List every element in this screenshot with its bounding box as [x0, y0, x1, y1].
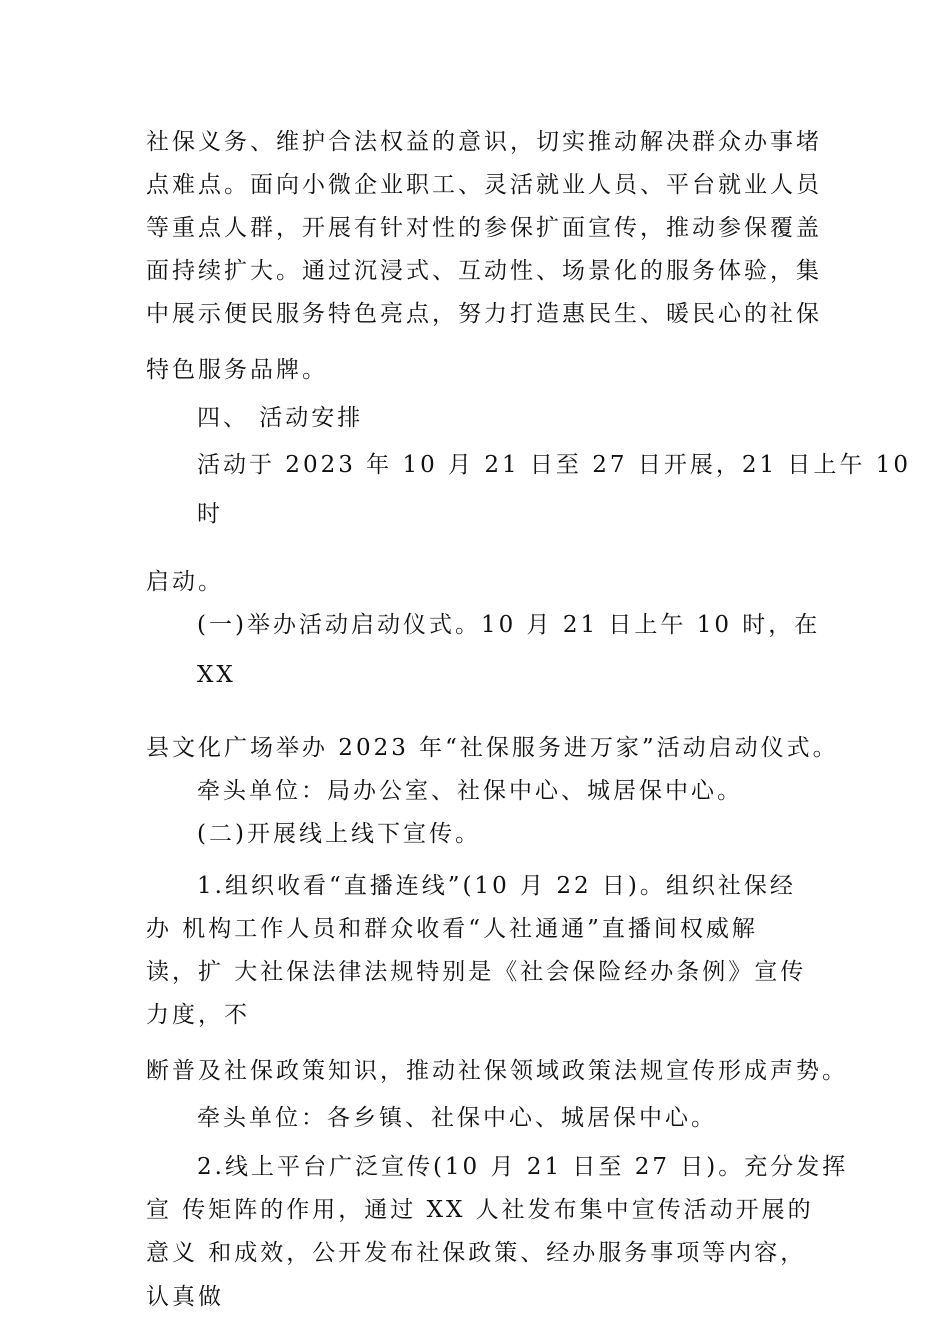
- paragraph-line: 特色服务品牌。: [146, 357, 328, 383]
- paragraph-line: 社保义务、维护合法权益的意识，切实推动解决群众办事堵: [146, 129, 822, 155]
- paragraph-line: 读，扩 大社保法律法规特别是《社会保险经办条例》宣传: [146, 959, 807, 985]
- paragraph-line: 县文化广场举办 2023 年“社保服务进万家”活动启动仪式。: [146, 735, 839, 761]
- paragraph-line: 力度，不: [146, 1002, 250, 1028]
- lead-units-line: 牵头单位：局办公室、社保中心、城居保中心。: [197, 778, 743, 804]
- paragraph-line: 意义 和成效，公开发布社保政策、经办服务事项等内容，: [146, 1240, 807, 1266]
- paragraph-line: 等重点人群，开展有针对性的参保扩面宣传，推动参保覆盖: [146, 215, 822, 241]
- paragraph-line: 2.线上平台广泛宣传(10 月 21 日至 27 日)。充分发挥: [197, 1154, 849, 1180]
- paragraph-line: 1.组织收看“直播连线”(10 月 22 日)。组织社保经: [197, 873, 796, 899]
- paragraph-line: 认真做: [146, 1284, 224, 1310]
- paragraph-line: 断普及社保政策知识，推动社保领域政策法规宣传形成声势。: [146, 1058, 848, 1084]
- subsection-heading: (一)举办活动启动仪式。10 月 21 日上午 10 时，在: [197, 612, 821, 638]
- paragraph-line: 时: [197, 501, 223, 527]
- paragraph-line: XX: [197, 662, 236, 688]
- paragraph-line: 宣 传矩阵的作用，通过 XX 人社发布集中宣传活动开展的: [146, 1197, 814, 1223]
- paragraph-line: 中展示便民服务特色亮点，努力打造惠民生、暖民心的社保: [146, 301, 822, 327]
- lead-units-line: 牵头单位：各乡镇、社保中心、城居保中心。: [197, 1105, 717, 1131]
- paragraph-line: 面持续扩大。通过沉浸式、互动性、场景化的服务体验，集: [146, 258, 822, 284]
- paragraph-line: 活动于 2023 年 10 月 21 日至 27 日开展，21 日上午 10: [197, 452, 911, 478]
- section-heading: 四、 活动安排: [197, 405, 364, 431]
- paragraph-line: 办 机构工作人员和群众收看“人社通通”直播间权威解: [146, 916, 758, 942]
- subsection-heading: (二)开展线上线下宣传。: [197, 821, 481, 847]
- paragraph-line: 启动。: [146, 569, 224, 595]
- paragraph-line: 点难点。面向小微企业职工、灵活就业人员、平台就业人员: [146, 172, 822, 198]
